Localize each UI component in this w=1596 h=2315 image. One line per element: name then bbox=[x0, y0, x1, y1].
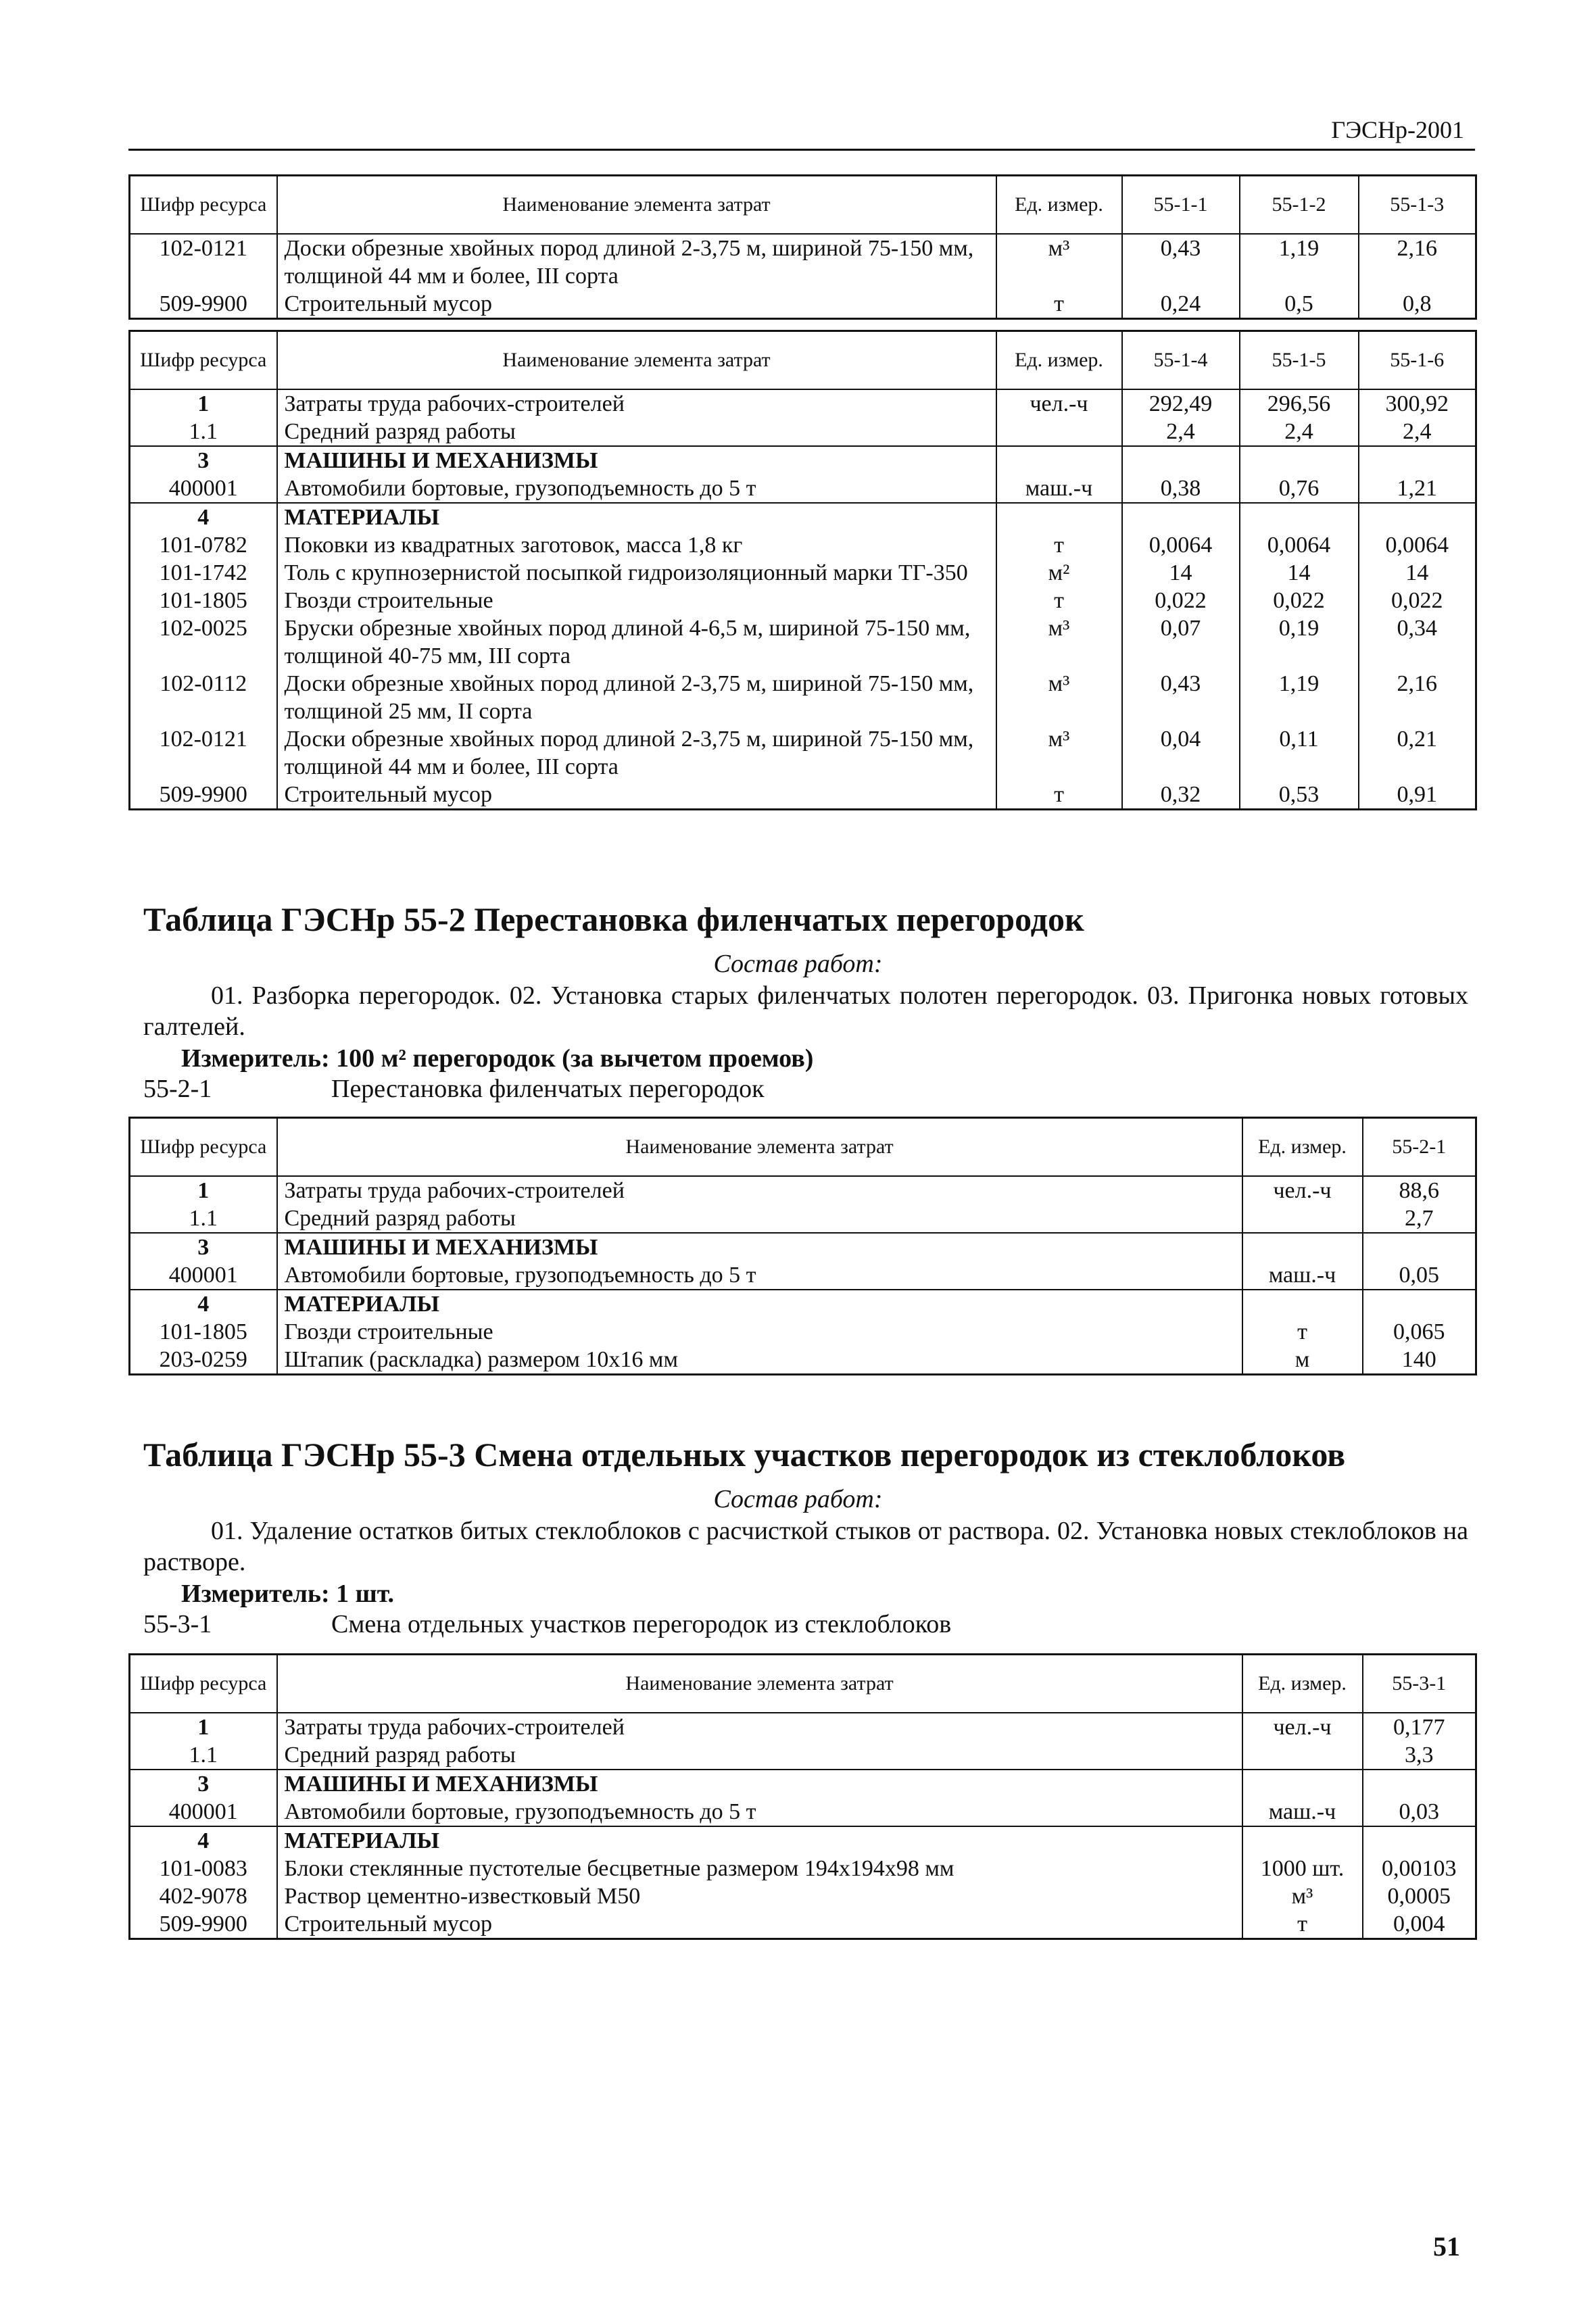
cell-value: 0,05 bbox=[1363, 1261, 1476, 1290]
cell-name: Автомобили бортовые, грузоподъемность до 5 т bbox=[277, 1261, 1242, 1290]
cell-unit: м³ bbox=[1242, 1882, 1363, 1910]
cell-value: 0,19 bbox=[1240, 614, 1359, 670]
table-row bbox=[130, 1318, 1476, 1346]
table-row bbox=[130, 725, 1476, 781]
col-header-55-3-1: 55-3-1 bbox=[1363, 1655, 1476, 1713]
table-header-row bbox=[130, 1118, 1476, 1177]
cell-value: 140 bbox=[1363, 1346, 1476, 1375]
table-header-row bbox=[130, 331, 1476, 390]
col-header-code: Шифр ресурса bbox=[130, 176, 277, 235]
cell-value: 0,24 bbox=[1122, 290, 1240, 319]
cell-unit: т bbox=[996, 290, 1122, 319]
cell-code: 3 bbox=[130, 446, 277, 474]
col-header-unit: Ед. измер. bbox=[1242, 1118, 1363, 1177]
table-row bbox=[130, 446, 1476, 474]
cell-value: 0,03 bbox=[1363, 1798, 1476, 1826]
item-title-55-2-1 bbox=[143, 1073, 765, 1104]
cell-unit: 1000 шт. bbox=[1242, 1855, 1363, 1882]
cell-value: 0,53 bbox=[1240, 781, 1359, 810]
cell-value: 0,022 bbox=[1359, 587, 1476, 614]
cell-value: 0,8 bbox=[1359, 290, 1476, 319]
cell-name: Затраты труда рабочих-строителей bbox=[277, 1176, 1242, 1204]
cell-name: Автомобили бортовые, грузоподъемность до 5 т bbox=[277, 1798, 1242, 1826]
cell-unit: м bbox=[1242, 1346, 1363, 1375]
col-header-55-1-5: 55-1-5 bbox=[1240, 331, 1359, 390]
cell-unit: чел.-ч bbox=[1242, 1713, 1363, 1741]
item-name: Смена отдельных участков перегородок из стеклоблоков bbox=[331, 1610, 952, 1638]
cell-code: 102-0025 bbox=[130, 614, 277, 670]
cell-value: 2,16 bbox=[1359, 670, 1476, 725]
cell-value: 2,4 bbox=[1122, 418, 1240, 446]
col-header-name: Наименование элемента затрат bbox=[277, 1655, 1242, 1713]
cell-value: 0,0005 bbox=[1363, 1882, 1476, 1910]
cell-value: 1,21 bbox=[1359, 474, 1476, 503]
cell-code: 102-0121 bbox=[130, 234, 277, 290]
cell-name: МАШИНЫ И МЕХАНИЗМЫ bbox=[277, 1770, 1242, 1798]
cell-value: 2,7 bbox=[1363, 1204, 1476, 1233]
cell-value bbox=[1363, 1233, 1476, 1261]
cell-unit: маш.-ч bbox=[1242, 1798, 1363, 1826]
cell-value: 0,07 bbox=[1122, 614, 1240, 670]
cell-value bbox=[1122, 503, 1240, 531]
cell-value: 0,022 bbox=[1240, 587, 1359, 614]
cell-code: 1.1 bbox=[130, 418, 277, 446]
section-subtitle-55-2: Состав работ: bbox=[713, 950, 883, 978]
col-header-code: Шифр ресурса bbox=[130, 1118, 277, 1177]
cell-code: 1 bbox=[130, 389, 277, 418]
table-header-row bbox=[130, 1655, 1476, 1713]
table-row bbox=[130, 781, 1476, 810]
cell-value bbox=[1240, 503, 1359, 531]
cell-unit: т bbox=[1242, 1910, 1363, 1939]
table-row bbox=[130, 474, 1476, 503]
cell-value: 2,16 bbox=[1359, 234, 1476, 290]
section-title-55-3: Таблица ГЭСНр 55-3 Смена отдельных участков перегородок из стеклоблоков bbox=[143, 1436, 1346, 1473]
cell-value: 0,5 bbox=[1240, 290, 1359, 319]
item-code: 55-3-1 bbox=[143, 1610, 212, 1638]
table-row bbox=[130, 1855, 1476, 1882]
cell-unit bbox=[1242, 1770, 1363, 1798]
cell-value: 0,0064 bbox=[1240, 531, 1359, 559]
table-row bbox=[130, 614, 1476, 670]
col-header-55-1-2: 55-1-2 bbox=[1240, 176, 1359, 235]
table-row bbox=[130, 1826, 1476, 1855]
cell-code: 1.1 bbox=[130, 1204, 277, 1233]
cell-unit bbox=[996, 446, 1122, 474]
section-subtitle-55-3: Состав работ: bbox=[713, 1485, 883, 1513]
work-description-55-2: 01. Разборка перегородок. 02. Установка старых филенчатых полотен перегородок. 03. Пригонка новых готовых галтелей. bbox=[143, 981, 1468, 1041]
cell-name: Затраты труда рабочих-строителей bbox=[277, 1713, 1242, 1741]
cell-value bbox=[1122, 446, 1240, 474]
cell-unit bbox=[1242, 1826, 1363, 1855]
cell-code: 203-0259 bbox=[130, 1346, 277, 1375]
cell-name: Толь с крупнозернистой посыпкой гидроизоляционный марки ТГ-350 bbox=[277, 559, 996, 587]
cell-value: 0,0064 bbox=[1122, 531, 1240, 559]
cell-value: 0,0064 bbox=[1359, 531, 1476, 559]
cell-value: 300,92 bbox=[1359, 389, 1476, 418]
table-row bbox=[130, 1346, 1476, 1375]
col-header-55-1-6: 55-1-6 bbox=[1359, 331, 1476, 390]
col-header-code: Шифр ресурса bbox=[130, 1655, 277, 1713]
item-code: 55-2-1 bbox=[143, 1075, 212, 1103]
cell-value: 0,21 bbox=[1359, 725, 1476, 781]
table-row bbox=[130, 1290, 1476, 1318]
cell-name: Средний разряд работы bbox=[277, 1741, 1242, 1770]
cell-code: 4 bbox=[130, 1290, 277, 1318]
col-header-name: Наименование элемента затрат bbox=[277, 331, 996, 390]
cell-value: 0,43 bbox=[1122, 670, 1240, 725]
cell-unit: т bbox=[996, 587, 1122, 614]
cell-value: 0,022 bbox=[1122, 587, 1240, 614]
col-header-55-1-1: 55-1-1 bbox=[1122, 176, 1240, 235]
cell-value: 0,34 bbox=[1359, 614, 1476, 670]
cell-value: 1,19 bbox=[1240, 234, 1359, 290]
cell-code: 1 bbox=[130, 1176, 277, 1204]
table-row bbox=[130, 670, 1476, 725]
cell-name: МАШИНЫ И МЕХАНИЗМЫ bbox=[277, 1233, 1242, 1261]
col-header-unit: Ед. измер. bbox=[996, 176, 1122, 235]
cell-name: Бруски обрезные хвойных пород длиной 4-6,5 м, шириной 75-150 мм, толщиной 40-75 мм, III сорта bbox=[277, 614, 996, 670]
cell-code: 400001 bbox=[130, 474, 277, 503]
cell-unit: чел.-ч bbox=[1242, 1176, 1363, 1204]
cell-value bbox=[1240, 446, 1359, 474]
cell-value: 2,4 bbox=[1359, 418, 1476, 446]
item-name: Перестановка филенчатых перегородок bbox=[331, 1075, 765, 1103]
table-55-2 bbox=[128, 1117, 1477, 1375]
cell-name: Гвозди строительные bbox=[277, 587, 996, 614]
cell-unit: м³ bbox=[996, 234, 1122, 290]
cell-name: Блоки стеклянные пустотелые бесцветные размером 194х194х98 мм bbox=[277, 1855, 1242, 1882]
cell-code: 102-0112 bbox=[130, 670, 277, 725]
cell-code: 1.1 bbox=[130, 1741, 277, 1770]
cell-name: МАТЕРИАЛЫ bbox=[277, 503, 996, 531]
cell-value: 296,56 bbox=[1240, 389, 1359, 418]
cell-unit: т bbox=[1242, 1318, 1363, 1346]
cell-code: 101-1805 bbox=[130, 1318, 277, 1346]
col-header-unit: Ед. измер. bbox=[996, 331, 1122, 390]
cell-code: 509-9900 bbox=[130, 290, 277, 319]
table-row bbox=[130, 531, 1476, 559]
item-title-55-3-1 bbox=[143, 1609, 951, 1640]
cell-code: 3 bbox=[130, 1770, 277, 1798]
cell-name: Средний разряд работы bbox=[277, 1204, 1242, 1233]
table-row bbox=[130, 234, 1476, 290]
cell-name: Доски обрезные хвойных пород длиной 2-3,75 м, шириной 75-150 мм, толщиной 44 мм и более, III сорта bbox=[277, 234, 996, 290]
cell-name: Автомобили бортовые, грузоподъемность до 5 т bbox=[277, 474, 996, 503]
cell-code: 509-9900 bbox=[130, 781, 277, 810]
cell-value bbox=[1359, 503, 1476, 531]
cell-code: 509-9900 bbox=[130, 1910, 277, 1939]
table-row bbox=[130, 559, 1476, 587]
cell-unit: т bbox=[996, 531, 1122, 559]
table-55-1-continued-b bbox=[128, 330, 1477, 810]
col-header-name: Наименование элемента затрат bbox=[277, 176, 996, 235]
table-row bbox=[130, 418, 1476, 446]
cell-unit: чел.-ч bbox=[996, 389, 1122, 418]
cell-code: 101-1742 bbox=[130, 559, 277, 587]
cell-value: 2,4 bbox=[1240, 418, 1359, 446]
cell-unit bbox=[996, 418, 1122, 446]
cell-name: Строительный мусор bbox=[277, 1910, 1242, 1939]
measure-55-2: Измеритель: 100 м² перегородок (за вычетом проемов) bbox=[181, 1044, 814, 1073]
cell-name: Строительный мусор bbox=[277, 781, 996, 810]
doc-code: ГЭСНр-2001 bbox=[1331, 116, 1464, 143]
cell-code: 101-1805 bbox=[130, 587, 277, 614]
cell-name: МАТЕРИАЛЫ bbox=[277, 1826, 1242, 1855]
table-row bbox=[130, 1741, 1476, 1770]
cell-code: 400001 bbox=[130, 1261, 277, 1290]
cell-unit bbox=[1242, 1204, 1363, 1233]
cell-value bbox=[1363, 1770, 1476, 1798]
page-number: 51 bbox=[1433, 2231, 1460, 2262]
cell-value: 0,065 bbox=[1363, 1318, 1476, 1346]
table-row bbox=[130, 1910, 1476, 1939]
table-header-row bbox=[130, 176, 1476, 235]
cell-code: 1 bbox=[130, 1713, 277, 1741]
cell-value: 0,004 bbox=[1363, 1910, 1476, 1939]
cell-unit bbox=[1242, 1233, 1363, 1261]
cell-name: Поковки из квадратных заготовок, масса 1,8 кг bbox=[277, 531, 996, 559]
cell-name: Гвозди строительные bbox=[277, 1318, 1242, 1346]
cell-unit: м³ bbox=[996, 670, 1122, 725]
cell-name: Раствор цементно-известковый М50 bbox=[277, 1882, 1242, 1910]
table-55-1-continued-a bbox=[128, 174, 1477, 320]
cell-code: 102-0121 bbox=[130, 725, 277, 781]
col-header-name: Наименование элемента затрат bbox=[277, 1118, 1242, 1177]
cell-value: 292,49 bbox=[1122, 389, 1240, 418]
table-row bbox=[130, 587, 1476, 614]
table-row bbox=[130, 1770, 1476, 1798]
cell-name: МАШИНЫ И МЕХАНИЗМЫ bbox=[277, 446, 996, 474]
page-header bbox=[128, 114, 1475, 151]
cell-code: 101-0782 bbox=[130, 531, 277, 559]
cell-value bbox=[1363, 1290, 1476, 1318]
col-header-unit: Ед. измер. bbox=[1242, 1655, 1363, 1713]
cell-name: Штапик (раскладка) размером 10х16 мм bbox=[277, 1346, 1242, 1375]
cell-value: 0,76 bbox=[1240, 474, 1359, 503]
cell-code: 400001 bbox=[130, 1798, 277, 1826]
table-row bbox=[130, 1882, 1476, 1910]
cell-value: 0,38 bbox=[1122, 474, 1240, 503]
table-row bbox=[130, 1798, 1476, 1826]
cell-name: Доски обрезные хвойных пород длиной 2-3,75 м, шириной 75-150 мм, толщиной 44 мм и более, III сорта bbox=[277, 725, 996, 781]
cell-value: 0,04 bbox=[1122, 725, 1240, 781]
cell-unit bbox=[1242, 1290, 1363, 1318]
cell-unit: т bbox=[996, 781, 1122, 810]
cell-unit: м³ bbox=[996, 614, 1122, 670]
cell-unit: маш.-ч bbox=[996, 474, 1122, 503]
cell-code: 101-0083 bbox=[130, 1855, 277, 1882]
cell-name: Затраты труда рабочих-строителей bbox=[277, 389, 996, 418]
table-row bbox=[130, 1233, 1476, 1261]
table-row bbox=[130, 389, 1476, 418]
cell-unit: маш.-ч bbox=[1242, 1261, 1363, 1290]
cell-value: 0,177 bbox=[1363, 1713, 1476, 1741]
cell-name: Доски обрезные хвойных пород длиной 2-3,75 м, шириной 75-150 мм, толщиной 25 мм, II сорта bbox=[277, 670, 996, 725]
cell-value: 0,11 bbox=[1240, 725, 1359, 781]
cell-value: 14 bbox=[1122, 559, 1240, 587]
cell-unit: м² bbox=[996, 559, 1122, 587]
cell-code: 4 bbox=[130, 1826, 277, 1855]
table-row bbox=[130, 290, 1476, 319]
cell-unit: м³ bbox=[996, 725, 1122, 781]
col-header-55-1-3: 55-1-3 bbox=[1359, 176, 1476, 235]
cell-name: Средний разряд работы bbox=[277, 418, 996, 446]
section-title-55-2: Таблица ГЭСНр 55-2 Перестановка филенчатых перегородок bbox=[143, 900, 1084, 938]
cell-value: 0,00103 bbox=[1363, 1855, 1476, 1882]
cell-value: 14 bbox=[1359, 559, 1476, 587]
cell-name: МАТЕРИАЛЫ bbox=[277, 1290, 1242, 1318]
cell-value: 1,19 bbox=[1240, 670, 1359, 725]
col-header-code: Шифр ресурса bbox=[130, 331, 277, 390]
table-55-3 bbox=[128, 1653, 1477, 1940]
table-row bbox=[130, 1261, 1476, 1290]
table-row bbox=[130, 503, 1476, 531]
table-row bbox=[130, 1176, 1476, 1204]
cell-code: 4 bbox=[130, 503, 277, 531]
table-row bbox=[130, 1713, 1476, 1741]
cell-value: 88,6 bbox=[1363, 1176, 1476, 1204]
table-row bbox=[130, 1204, 1476, 1233]
cell-value: 3,3 bbox=[1363, 1741, 1476, 1770]
measure-55-3: Измеритель: 1 шт. bbox=[181, 1580, 395, 1608]
cell-value bbox=[1363, 1826, 1476, 1855]
cell-value bbox=[1359, 446, 1476, 474]
cell-code: 402-9078 bbox=[130, 1882, 277, 1910]
cell-value: 0,32 bbox=[1122, 781, 1240, 810]
cell-value: 0,91 bbox=[1359, 781, 1476, 810]
cell-name: Строительный мусор bbox=[277, 290, 996, 319]
cell-unit bbox=[996, 503, 1122, 531]
work-description-55-3: 01. Удаление остатков битых стеклоблоков с расчисткой стыков от раствора. 02. Установка новых стеклоблоков на растворе. bbox=[143, 1517, 1468, 1576]
cell-unit bbox=[1242, 1741, 1363, 1770]
col-header-55-2-1: 55-2-1 bbox=[1363, 1118, 1476, 1177]
cell-code: 3 bbox=[130, 1233, 277, 1261]
cell-value: 14 bbox=[1240, 559, 1359, 587]
cell-value: 0,43 bbox=[1122, 234, 1240, 290]
col-header-55-1-4: 55-1-4 bbox=[1122, 331, 1240, 390]
